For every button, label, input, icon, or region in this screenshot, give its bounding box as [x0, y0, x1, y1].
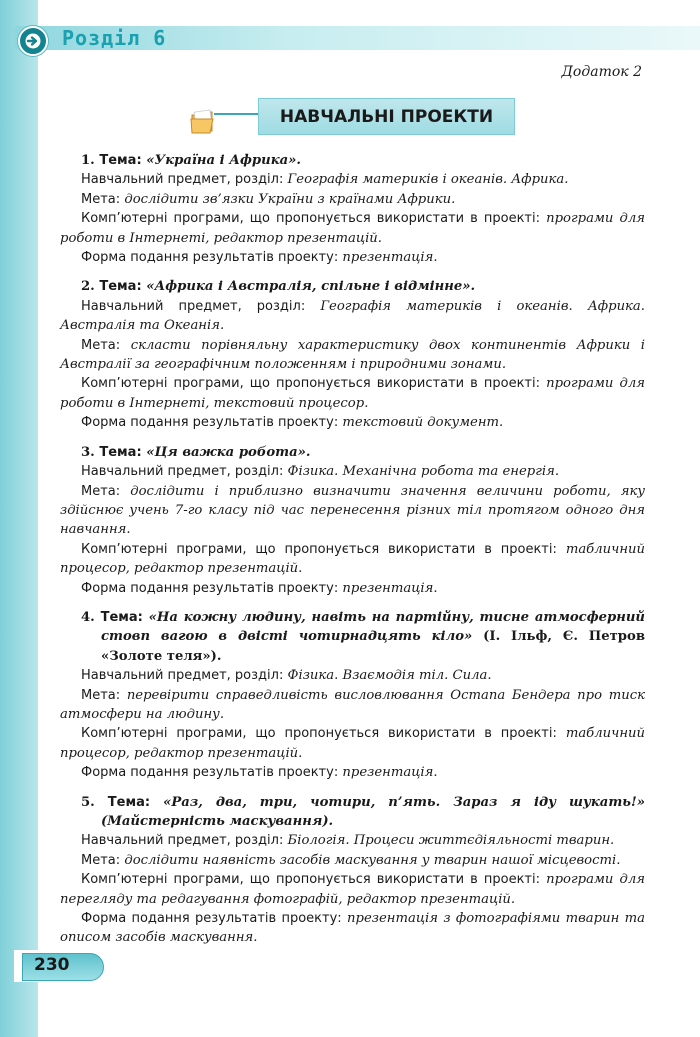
topic-label: Тема:	[99, 153, 142, 168]
goal-label: Мета:	[81, 687, 121, 703]
topic-text: «Україна і Африка».	[146, 153, 302, 168]
software-value: програми для роботи в Інтернеті, редактор презентацій.	[60, 211, 645, 246]
goal-label: Мета:	[81, 852, 121, 868]
project-topic	[60, 277, 645, 296]
goal-value: дослідити наявність засобів маскування у тварин нашої місцевості.	[124, 852, 621, 868]
chapter-title: Розділ 6	[62, 26, 167, 50]
form-value: презентація.	[342, 765, 438, 781]
software-label: Комп’ютерні програми, що пропонується використати в проекті:	[81, 376, 540, 392]
subject-label: Навчальний предмет, розділ:	[81, 298, 306, 314]
goal-label: Мета:	[81, 337, 121, 353]
form-value: презентація з фотографіями тварин та описом засобів маскування.	[60, 911, 645, 946]
software-label: Комп’ютерні програми, що пропонується використати в проекті:	[81, 872, 540, 888]
project-number: 2.	[81, 279, 95, 295]
left-margin-strip	[0, 0, 38, 1037]
title-box	[258, 98, 515, 135]
title-connector-line	[214, 113, 260, 115]
project-subject	[60, 831, 645, 850]
subject-label: Навчальний предмет, розділ:	[81, 464, 284, 480]
subject-value: Географія материків і океанів. Африка.	[287, 172, 569, 188]
software-value: табличний процесор, редактор презентацій.	[60, 541, 645, 577]
subject-value: Фізика. Взаємодія тіл. Сила.	[287, 668, 492, 684]
subject-value: Географія материків і океанів. Африка. Австралія та Океанія.	[60, 298, 645, 334]
page-number: 230	[34, 955, 70, 975]
project-goal	[60, 190, 645, 209]
topic-label: Тема:	[107, 794, 151, 810]
topic-extra: (Майстерність маскування).	[101, 814, 334, 829]
software-value: програми для перегляду та редагування фотографій, редактор презентацій.	[60, 872, 645, 907]
topic-extra: (І. Ільф, Є. Петров «Золоте теля»).	[101, 629, 645, 664]
project-2	[60, 277, 645, 432]
software-label: Комп’ютерні програми, що пропонується використати в проекті:	[81, 211, 540, 227]
subject-value: Фізика. Механічна робота та енергія.	[287, 464, 560, 480]
project-number: 1.	[81, 153, 95, 168]
project-topic	[60, 608, 645, 666]
form-label: Форма подання результатів проекту:	[81, 415, 339, 431]
project-subject	[60, 462, 645, 481]
form-label: Форма подання результатів проекту:	[81, 250, 339, 266]
project-form	[60, 579, 645, 598]
project-form	[60, 763, 645, 782]
project-software	[60, 374, 645, 413]
goal-value: скласти порівняльну характеристику двох континентів Африки і Австралії за географічним положенням і природними зонами.	[60, 337, 645, 373]
project-software	[60, 209, 645, 248]
software-value: програми для роботи в Інтернеті, текстовий процесор.	[60, 376, 645, 411]
software-label: Комп’ютерні програми, що пропонується використати в проекті:	[81, 541, 557, 557]
topic-label: Тема:	[99, 279, 142, 295]
appendix-label: Додаток 2	[561, 64, 642, 80]
topic-label: Тема:	[100, 609, 143, 625]
form-label: Форма подання результатів проекту:	[81, 580, 339, 596]
project-software	[60, 724, 645, 763]
project-form	[60, 909, 645, 948]
project-subject	[60, 297, 645, 336]
project-subject	[60, 170, 645, 189]
subject-value: Біологія. Процеси життєдіяльності тварин.	[287, 833, 615, 849]
subject-label: Навчальний предмет, розділ:	[81, 668, 284, 684]
project-1	[60, 151, 645, 267]
projects-list	[60, 151, 645, 958]
goal-label: Мета:	[81, 483, 121, 499]
project-form	[60, 413, 645, 432]
project-5	[60, 793, 645, 948]
project-goal	[60, 482, 645, 540]
project-number: 3.	[81, 444, 95, 460]
project-software	[60, 540, 645, 579]
project-subject	[60, 666, 645, 685]
form-label: Форма подання результатів проекту:	[81, 765, 339, 781]
topic-text: «На кожну людину, навіть на партійну, тисне атмосферний стовп вагою в двісті чотирнадцять кіло»	[101, 609, 645, 645]
topic-label: Тема:	[99, 444, 142, 460]
topic-text: «Раз, два, три, чотири, п’ять. Зараз я іду шукать!»	[163, 794, 646, 810]
subject-label: Навчальний предмет, розділ:	[81, 172, 284, 188]
subject-label: Навчальний предмет, розділ:	[81, 833, 284, 849]
page-title: НАВЧАЛЬНІ ПРОЕКТИ	[279, 106, 494, 127]
project-form	[60, 248, 645, 267]
goal-value: дослідити і приблизно визначити значення величини роботи, яку здійснює учень 7-го класу під час перенесення різних тіл протягом одного дня навчання.	[60, 483, 645, 538]
project-topic	[60, 151, 645, 170]
project-3	[60, 443, 645, 598]
form-value: текстовий документ.	[342, 415, 504, 431]
project-number: 4.	[81, 609, 95, 625]
project-goal	[60, 851, 645, 870]
form-value: презентація.	[342, 250, 438, 266]
arrow-right-icon	[18, 26, 48, 56]
project-4	[60, 608, 645, 783]
topic-text: «Африка і Австралія, спільне і відмінне».	[146, 279, 476, 295]
goal-label: Мета:	[81, 191, 121, 207]
form-value: презентація.	[342, 580, 438, 596]
project-software	[60, 870, 645, 909]
project-goal	[60, 336, 645, 375]
project-topic	[60, 443, 645, 462]
project-number: 5.	[81, 794, 95, 810]
goal-value: перевірити справедливість висловлювання Остапа Бендера про тиск атмосфери на людину.	[60, 687, 645, 722]
project-topic	[60, 793, 645, 832]
software-label: Комп’ютерні програми, що пропонується використати в проекті:	[81, 726, 557, 742]
software-value: табличний процесор, редактор презентацій.	[60, 726, 645, 761]
goal-value: дослідити зв’язки України з країнами Африки.	[124, 191, 456, 207]
topic-text: «Ця важка робота».	[146, 444, 311, 460]
project-goal	[60, 686, 645, 725]
form-label: Форма подання результатів проекту:	[81, 911, 342, 927]
